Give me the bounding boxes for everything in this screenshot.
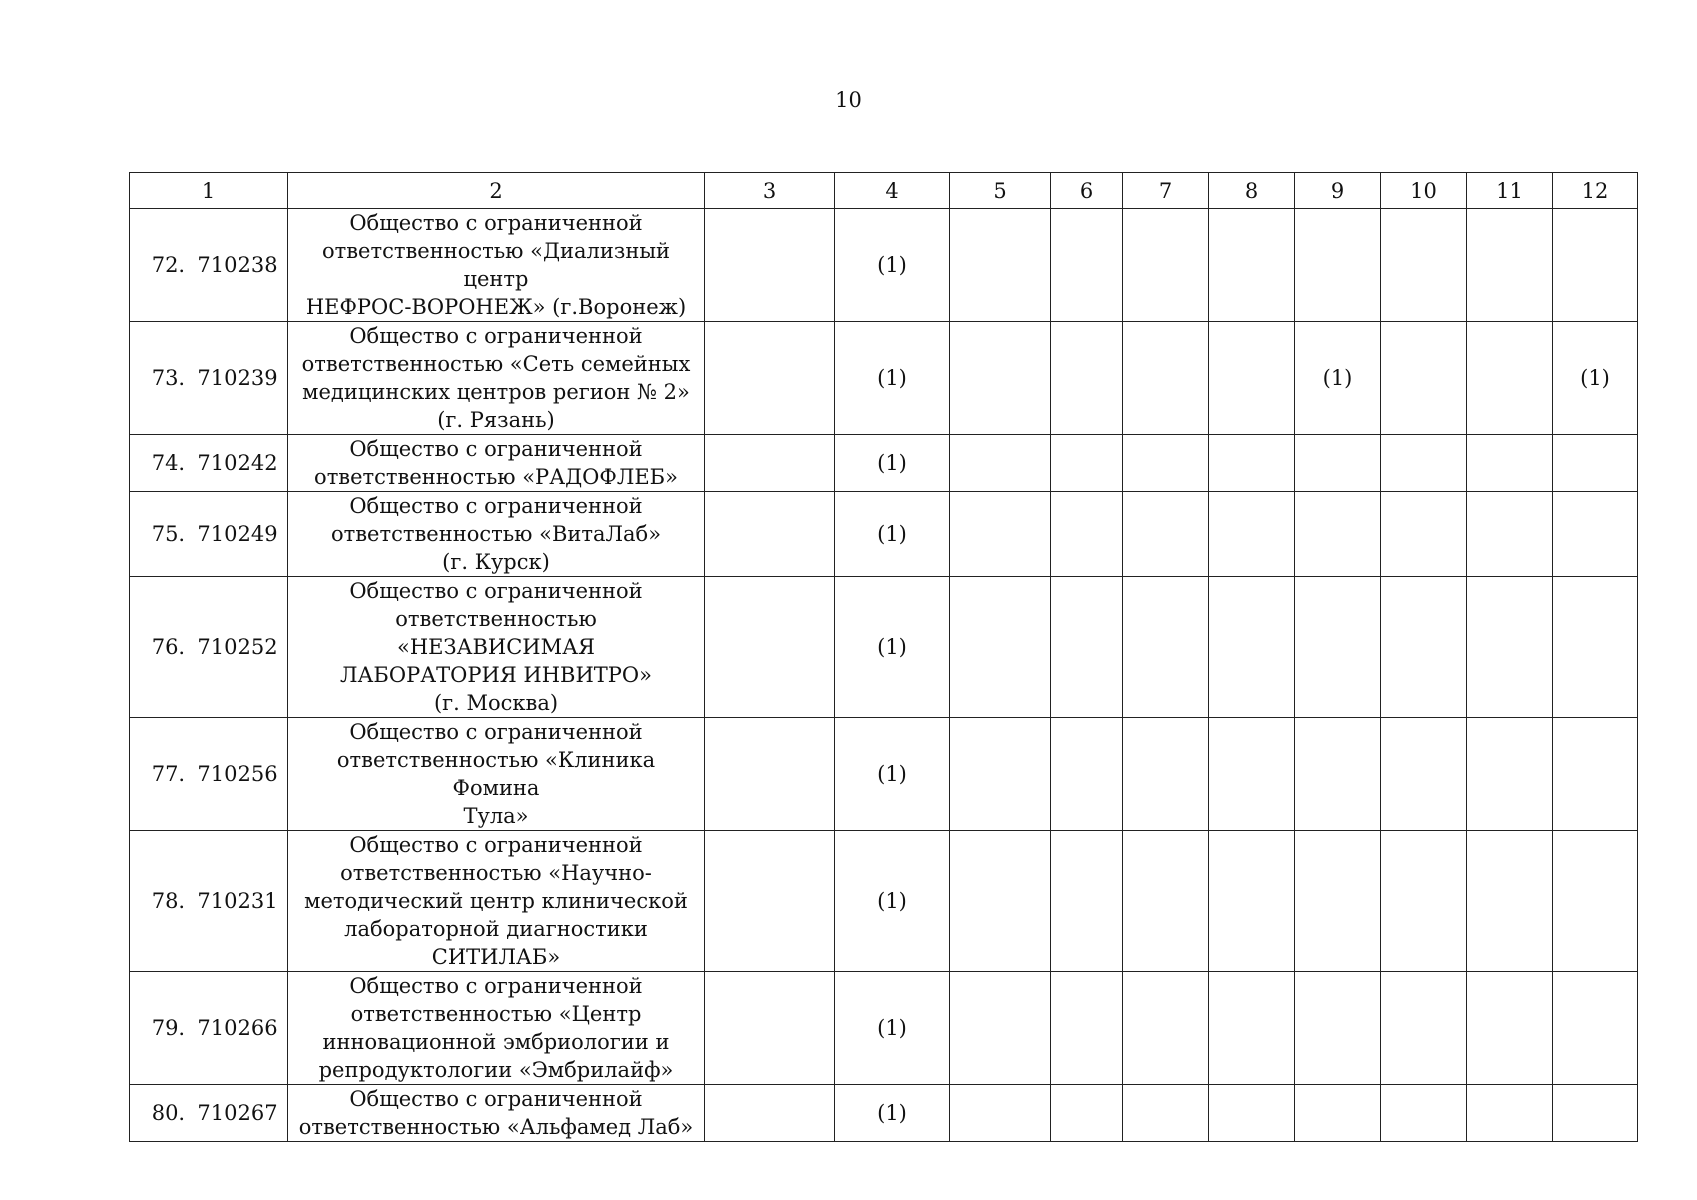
organization-code: 710267 <box>197 1101 278 1125</box>
value-cell-col-4: (1) <box>835 1085 950 1142</box>
value-cell-col-3 <box>705 831 835 972</box>
value-cell-col-10 <box>1381 577 1467 718</box>
value-cell-col-10 <box>1381 718 1467 831</box>
value-cell-col-5 <box>950 492 1051 577</box>
row-id-cell <box>130 435 288 492</box>
value-cell-col-7 <box>1123 577 1209 718</box>
value-cell-col-7 <box>1123 209 1209 322</box>
value-cell-col-4: (1) <box>835 718 950 831</box>
value-cell-col-10 <box>1381 435 1467 492</box>
value-cell-col-11 <box>1467 718 1553 831</box>
value-cell-col-7 <box>1123 322 1209 435</box>
value-cell-col-7 <box>1123 972 1209 1085</box>
organization-code: 710249 <box>197 522 278 546</box>
organization-name-cell <box>288 209 705 322</box>
organization-code: 710266 <box>197 1016 278 1040</box>
column-header-6: 6 <box>1051 173 1123 209</box>
organization-name-line: (г. Москва) <box>433 691 559 715</box>
row-id-cell <box>130 209 288 322</box>
table-row <box>130 577 1638 718</box>
row-number: 72. <box>151 253 186 277</box>
column-header-12: 12 <box>1553 173 1638 209</box>
table-row <box>130 209 1638 322</box>
value-cell-col-11 <box>1467 435 1553 492</box>
value-cell-col-5 <box>950 972 1051 1085</box>
value-cell-col-3 <box>705 435 835 492</box>
value-cell-col-7 <box>1123 718 1209 831</box>
organization-name-line: Общество с ограниченной <box>349 324 643 348</box>
row-number: 75. <box>151 522 186 546</box>
table-row <box>130 972 1638 1085</box>
organization-name-cell <box>288 1085 705 1142</box>
value-cell-col-4: (1) <box>835 435 950 492</box>
value-cell-col-4: (1) <box>835 577 950 718</box>
value-cell-col-7 <box>1123 492 1209 577</box>
value-cell-col-5 <box>950 322 1051 435</box>
value-cell-col-4: (1) <box>835 492 950 577</box>
value-cell-col-9 <box>1295 972 1381 1085</box>
organization-name-line: Общество с ограниченной <box>349 833 643 857</box>
table-row <box>130 492 1638 577</box>
value-cell-col-8 <box>1209 435 1295 492</box>
row-id-cell <box>130 492 288 577</box>
row-number: 74. <box>151 451 186 475</box>
value-cell-col-6 <box>1051 972 1123 1085</box>
value-cell-col-3 <box>705 492 835 577</box>
value-cell-col-3 <box>705 1085 835 1142</box>
value-cell-col-5 <box>950 577 1051 718</box>
organization-name-cell <box>288 492 705 577</box>
organization-name-cell <box>288 577 705 718</box>
value-cell-col-9 <box>1295 209 1381 322</box>
value-cell-col-7 <box>1123 435 1209 492</box>
column-header-3: 3 <box>705 173 835 209</box>
row-number: 77. <box>151 762 186 786</box>
value-cell-col-11 <box>1467 322 1553 435</box>
organization-code: 710256 <box>197 762 278 786</box>
organization-name-line: ответственностью «Сеть семейных <box>301 352 691 376</box>
column-header-4: 4 <box>835 173 950 209</box>
column-header-7: 7 <box>1123 173 1209 209</box>
value-cell-col-3 <box>705 322 835 435</box>
value-cell-col-8 <box>1209 577 1295 718</box>
organization-name-line: Общество с ограниченной <box>349 211 643 235</box>
value-cell-col-5 <box>950 209 1051 322</box>
value-cell-col-9 <box>1295 435 1381 492</box>
value-cell-col-12 <box>1553 1085 1638 1142</box>
column-header-8: 8 <box>1209 173 1295 209</box>
row-id-cell <box>130 831 288 972</box>
value-cell-col-10 <box>1381 209 1467 322</box>
value-cell-col-3 <box>705 577 835 718</box>
organization-name-line: ответственностью «РАДОФЛЕБ» <box>314 465 678 489</box>
column-header-9: 9 <box>1295 173 1381 209</box>
organization-name-line: Общество с ограниченной <box>349 494 643 518</box>
header-row <box>130 173 1638 209</box>
organization-code: 710238 <box>197 253 278 277</box>
column-header-5: 5 <box>950 173 1051 209</box>
value-cell-col-6 <box>1051 322 1123 435</box>
row-number: 79. <box>151 1016 186 1040</box>
organization-name-line: НЕФРОС-ВОРОНЕЖ» (г.Воронеж) <box>305 295 687 319</box>
value-cell-col-10 <box>1381 972 1467 1085</box>
organization-name-line: инновационной эмбриологии и <box>322 1030 670 1054</box>
table-row <box>130 831 1638 972</box>
value-cell-col-8 <box>1209 209 1295 322</box>
organization-name-cell <box>288 322 705 435</box>
value-cell-col-11 <box>1467 492 1553 577</box>
value-cell-col-12 <box>1553 435 1638 492</box>
value-cell-col-8 <box>1209 492 1295 577</box>
row-id-cell <box>130 577 288 718</box>
table-header <box>130 173 1638 209</box>
organization-name-line: ответственностью «Центр <box>350 1002 642 1026</box>
value-cell-col-7 <box>1123 831 1209 972</box>
column-header-2: 2 <box>288 173 705 209</box>
value-cell-col-12 <box>1553 972 1638 1085</box>
row-id-cell <box>130 322 288 435</box>
value-cell-col-7 <box>1123 1085 1209 1142</box>
value-cell-col-12 <box>1553 209 1638 322</box>
organizations-table <box>129 172 1638 1142</box>
value-cell-col-9 <box>1295 492 1381 577</box>
value-cell-col-3 <box>705 972 835 1085</box>
value-cell-col-6 <box>1051 577 1123 718</box>
value-cell-col-9 <box>1295 718 1381 831</box>
value-cell-col-10 <box>1381 831 1467 972</box>
value-cell-col-9: (1) <box>1295 322 1381 435</box>
organization-name-cell <box>288 718 705 831</box>
value-cell-col-11 <box>1467 831 1553 972</box>
value-cell-col-11 <box>1467 1085 1553 1142</box>
value-cell-col-10 <box>1381 1085 1467 1142</box>
value-cell-col-12: (1) <box>1553 322 1638 435</box>
value-cell-col-5 <box>950 718 1051 831</box>
row-id-cell <box>130 972 288 1085</box>
row-id-cell <box>130 1085 288 1142</box>
value-cell-col-5 <box>950 831 1051 972</box>
row-number: 76. <box>151 635 186 659</box>
value-cell-col-6 <box>1051 1085 1123 1142</box>
column-header-11: 11 <box>1467 173 1553 209</box>
organization-name-line: лабораторной диагностики <box>344 917 648 941</box>
organization-name-line: Общество с ограниченной <box>349 579 643 603</box>
organization-name-line: медицинских центров регион № 2» <box>302 380 690 404</box>
value-cell-col-11 <box>1467 209 1553 322</box>
value-cell-col-9 <box>1295 831 1381 972</box>
value-cell-col-9 <box>1295 577 1381 718</box>
organization-code: 710231 <box>197 889 278 913</box>
organization-name-line: ЛАБОРАТОРИЯ ИНВИТРО» <box>340 663 652 687</box>
value-cell-col-5 <box>950 1085 1051 1142</box>
value-cell-col-11 <box>1467 972 1553 1085</box>
row-number: 78. <box>151 889 186 913</box>
page-number: 10 <box>835 88 862 112</box>
organization-code: 710252 <box>197 635 278 659</box>
column-header-1: 1 <box>130 173 288 209</box>
organization-code: 710242 <box>197 451 278 475</box>
value-cell-col-6 <box>1051 209 1123 322</box>
value-cell-col-8 <box>1209 322 1295 435</box>
organization-name-line: ответственностью «НЕЗАВИСИМАЯ <box>395 607 597 659</box>
organization-name-line: ответственностью «ВитаЛаб» <box>330 522 662 546</box>
value-cell-col-8 <box>1209 972 1295 1085</box>
organization-name-line: ответственностью «Альфамед Лаб» <box>298 1115 694 1139</box>
organization-name-line: ответственностью «Диализный центр <box>321 239 671 291</box>
value-cell-col-6 <box>1051 492 1123 577</box>
organization-name-line: (г. Курск) <box>442 550 550 574</box>
row-id-cell <box>130 718 288 831</box>
organization-name-cell <box>288 831 705 972</box>
organization-name-line: Тула» <box>463 804 529 828</box>
value-cell-col-8 <box>1209 1085 1295 1142</box>
table-row <box>130 718 1638 831</box>
organization-name-line: Общество с ограниченной <box>349 1087 643 1111</box>
value-cell-col-4: (1) <box>835 972 950 1085</box>
organization-name-line: методический центр клинической <box>304 889 688 913</box>
organization-name-line: ответственностью «Клиника Фомина <box>336 748 656 800</box>
value-cell-col-4: (1) <box>835 209 950 322</box>
table-row <box>130 322 1638 435</box>
value-cell-col-5 <box>950 435 1051 492</box>
value-cell-col-12 <box>1553 577 1638 718</box>
row-number: 73. <box>151 366 186 390</box>
organization-name-line: Общество с ограниченной <box>349 974 643 998</box>
value-cell-col-3 <box>705 718 835 831</box>
value-cell-col-12 <box>1553 831 1638 972</box>
table-body <box>130 209 1638 1142</box>
value-cell-col-12 <box>1553 718 1638 831</box>
value-cell-col-4: (1) <box>835 322 950 435</box>
value-cell-col-8 <box>1209 718 1295 831</box>
value-cell-col-6 <box>1051 435 1123 492</box>
organization-name-line: ответственностью «Научно- <box>340 861 652 885</box>
value-cell-col-4: (1) <box>835 831 950 972</box>
column-header-10: 10 <box>1381 173 1467 209</box>
value-cell-col-12 <box>1553 492 1638 577</box>
value-cell-col-3 <box>705 209 835 322</box>
value-cell-col-11 <box>1467 577 1553 718</box>
table-row <box>130 1085 1638 1142</box>
organization-name-line: (г. Рязань) <box>437 408 555 432</box>
value-cell-col-10 <box>1381 322 1467 435</box>
row-number: 80. <box>151 1101 186 1125</box>
organization-name-line: СИТИЛАБ» <box>431 945 561 969</box>
value-cell-col-6 <box>1051 831 1123 972</box>
organization-code: 710239 <box>197 366 278 390</box>
organization-name-line: репродуктологии «Эмбрилайф» <box>318 1058 674 1082</box>
value-cell-col-9 <box>1295 1085 1381 1142</box>
organization-name-cell <box>288 435 705 492</box>
table-row <box>130 435 1638 492</box>
organization-name-line: Общество с ограниченной <box>349 437 643 461</box>
value-cell-col-8 <box>1209 831 1295 972</box>
organization-name-line: Общество с ограниченной <box>349 720 643 744</box>
value-cell-col-10 <box>1381 492 1467 577</box>
organization-name-cell <box>288 972 705 1085</box>
value-cell-col-6 <box>1051 718 1123 831</box>
